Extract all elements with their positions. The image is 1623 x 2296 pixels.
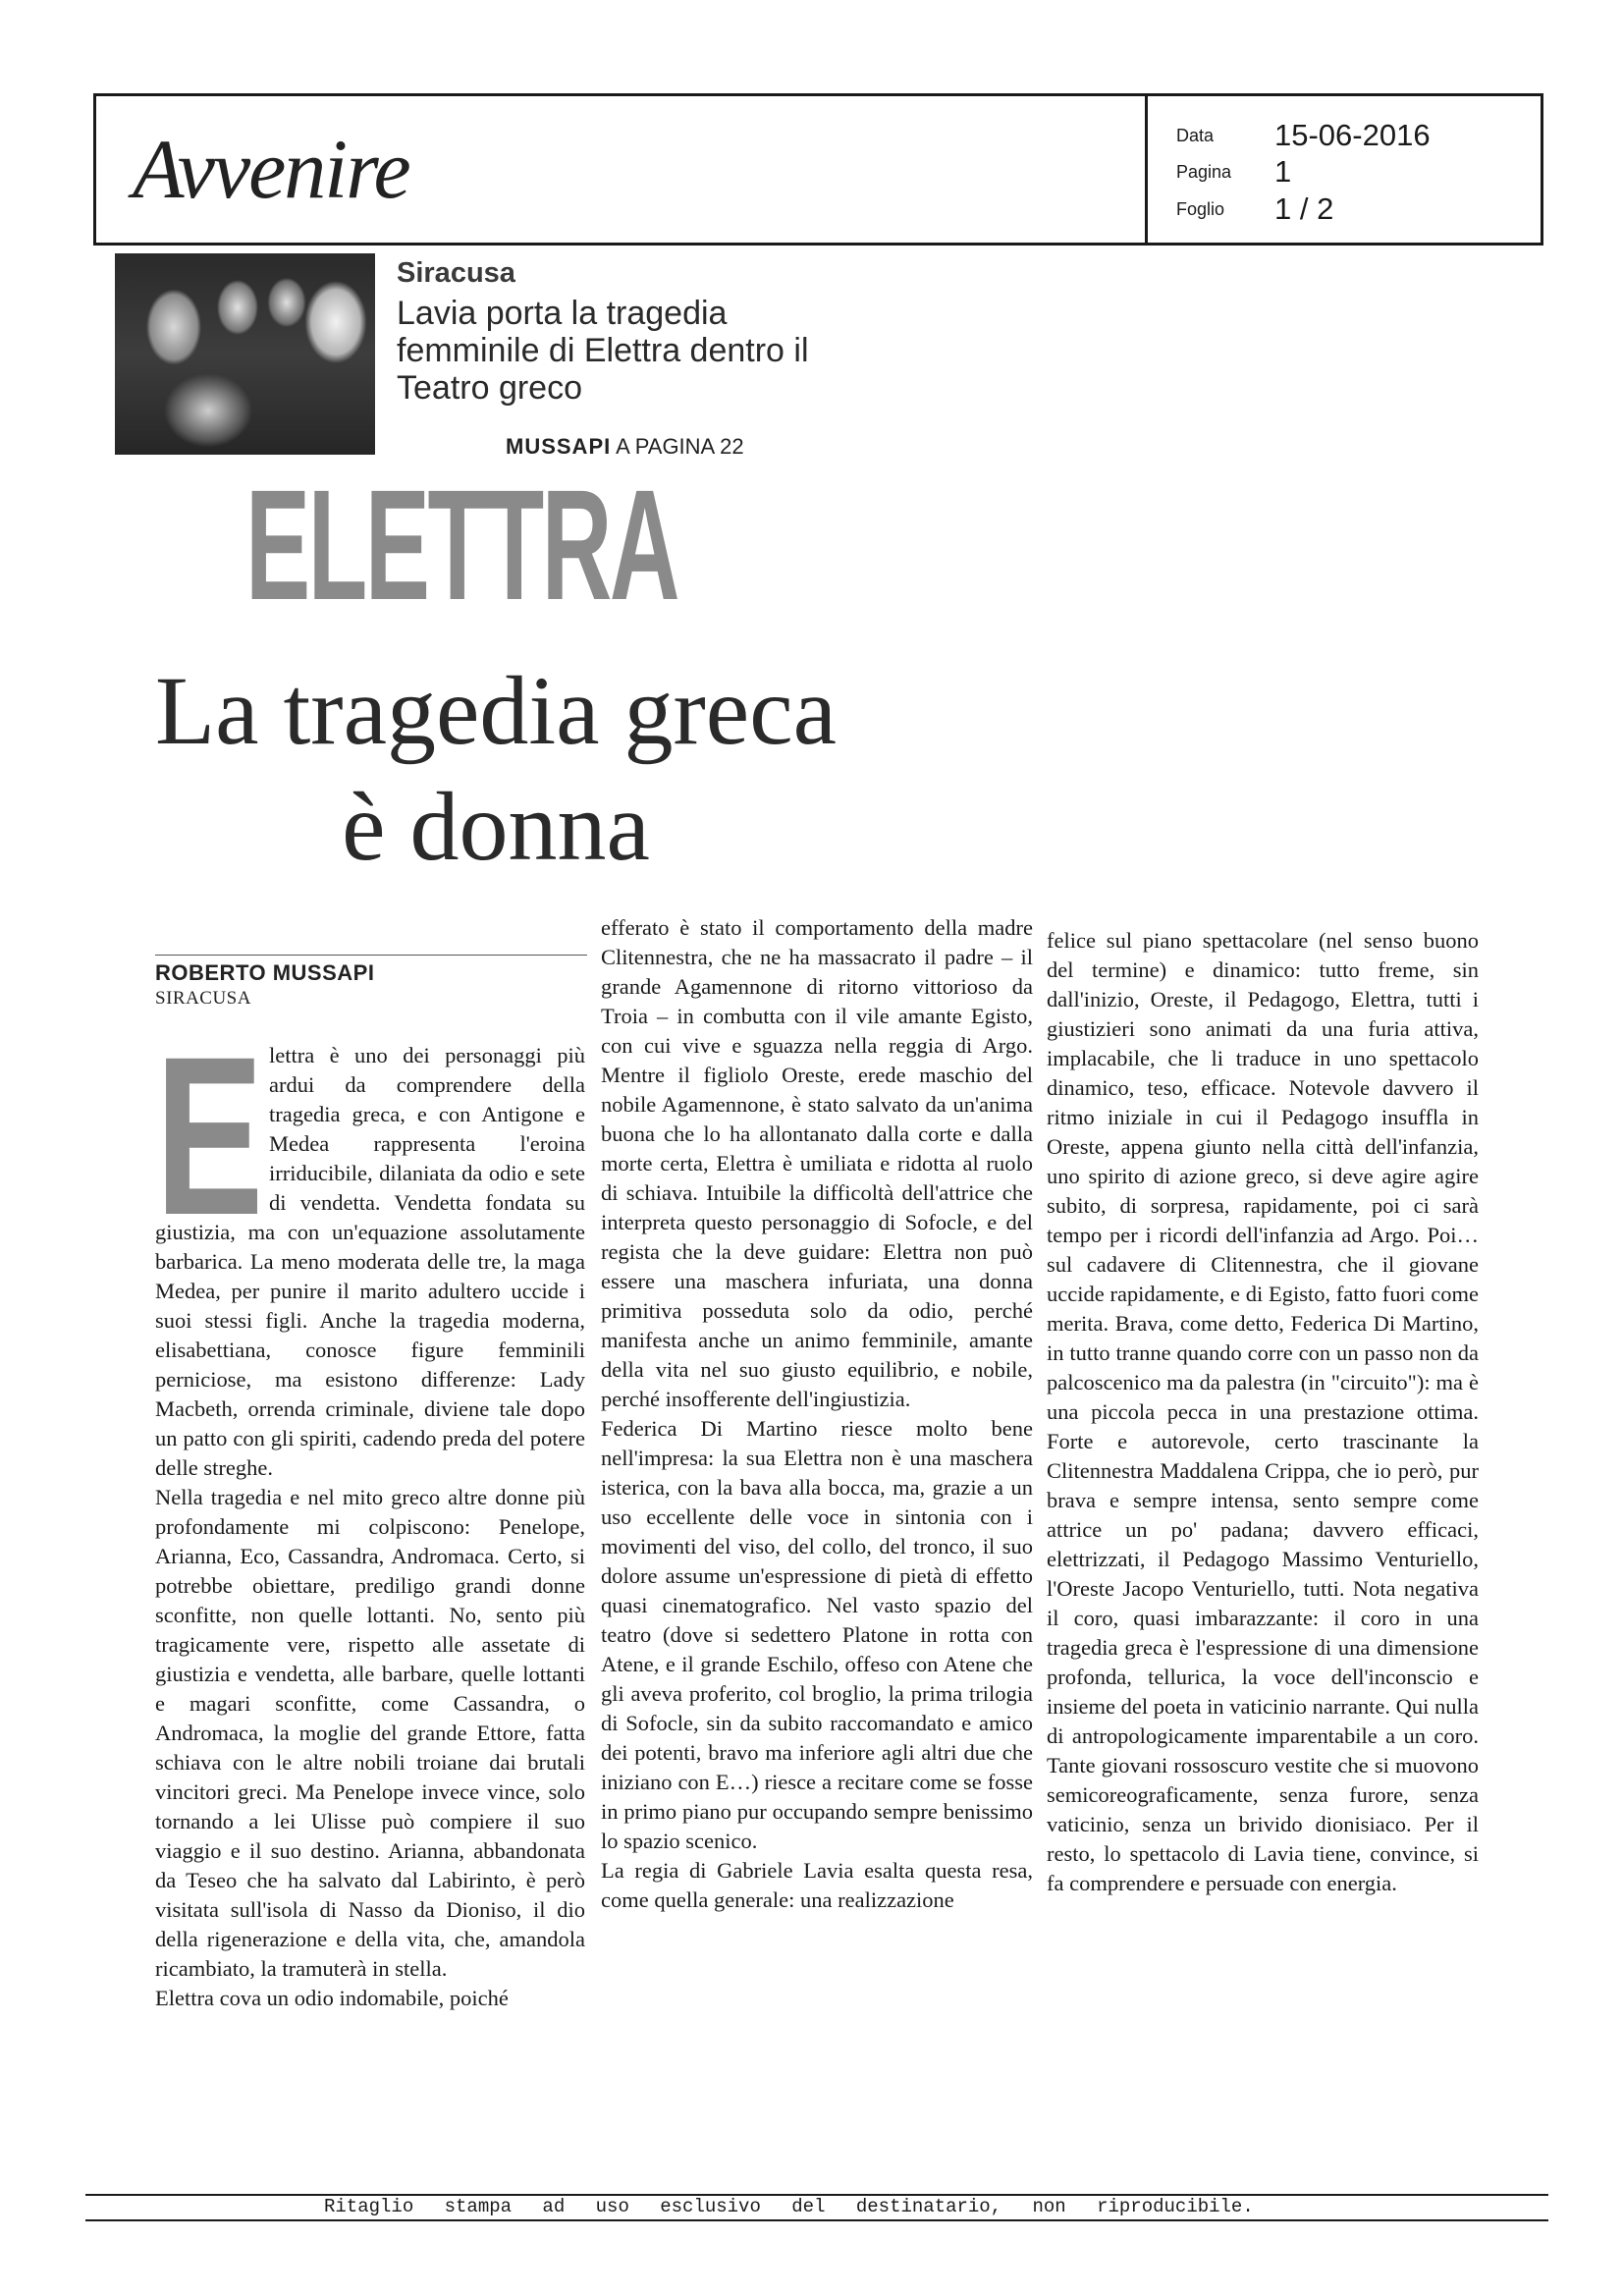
foglio-value: 1 / 2 [1274,191,1334,226]
theatre-photo [115,253,375,455]
column-3-paragraph-1: felice sul piano spettacolare (nel senso buono del termine) e dinamico: tutto freme, sin dall'inizio, Oreste, il Pedagogo, Elettra, tutti i giustizieri sono animati da una furia attiva, implacabile, che li traduce in uno spettacolo dinamico, teso, efficace. Notevole davvero il ritmo iniziale in cui il Pedagogo insuffla in Oreste, appena giunto nella città dell'infanzia, uno spirito di azione greco, si deve agire agire subito, di sorpresa, rapidamente, poi ci sarà tempo per i ricordi dell'infanzia ad Argo. Poi… sul cadavere di Clitennestra, che il giovane uccide rapidamente, e di Egisto, fatto fuori come merita. Brava, come detto, Federica Di Martino, in tutto tranne quando corre con un passo non da palcoscenico ma da palestra (in "circuito"): ma è una piccola pecca in una prestazione ottima. Forte e autorevole, certo trascinante la Clitennestra Maddalena Crippa, che io però, pur brava e sempre intensa, sento sempre come attrice un po' padana; davvero efficaci, elettrizzati, il Pedagogo Massimo Venturiello, l'Oreste Jacopo Venturiello, tutti. Nota negativa il coro, quasi imbarazzante: il coro in una tragedia greca è l'espressione di una dimensione profonda, tellurica, la voce dell'inconscio e insieme del poeta in vaticinio narrante. Qui nulla di antropologicamente imparentabile a un coro. Tante giovani rossoscuro vestite che si muovono semicoreograficamente, senza furore, senza vaticinio, senza un brivido dionisiaco. Per il resto, lo spettacolo di Lavia tiene, convince, si fa comprendere e persuade con energia. [1047,928,1479,1895]
headline-line-2: è donna [342,772,650,881]
newspaper-logo: Avvenire [133,122,409,216]
foglio-label: Foglio [1176,199,1225,219]
headline [123,653,869,885]
teaser-ref-page: A PAGINA 22 [616,434,744,459]
column-1-paragraph-3: Elettra cova un odio indomabile, poiché [155,1986,509,2010]
byline-dateline: SIRACUSA [155,988,251,1009]
teaser-ref-author: MUSSAPI [506,434,612,459]
pagina-value: 1 [1274,154,1292,189]
masthead-divider [1145,93,1148,246]
teaser-kicker: Siracusa [397,257,515,289]
footer-rule-bottom [85,2219,1548,2221]
column-1-paragraph-2: Nella tragedia e nel mito greco altre donne più profondamente mi colpiscono: Penelope, Arianna, Eco, Cassandra, Andromaca. Certo, si potrebbe obiettare, prediligo grandi donne sconfitte, non quelle lottanti. No, sento più tragicamente vere, rispetto alle assetate di giustizia e vendetta, alle barbare, quelle lottanti e magari sconfitte, come Cassandra, o Andromaca, la moglie del grande Ettore, fatta schiava con le altre nobili troiane dai brutali vincitori greci. Ma Penelope invece vince, solo tornando a lei Ulisse può compiere il suo viaggio e il suo destino. Arianna, abbandonata da Teseo che ha salvato dal Labirinto, è però visitata sull'isola di Nasso da Dioniso, il dio della rigenerazione e della vita, che, amandola ricambiato, la tramuterà in stella. [155,1485,585,1981]
article-column-3 [1047,926,1479,1898]
drop-cap-spacer [155,1041,269,1210]
column-1-paragraph-1: lettra è uno dei personaggi più ardui da comprendere della tragedia greca, e con Antigone e Medea rappresenta l'eroina irriducibile, dilaniata da odio e sete di vendetta. Vendetta fondata su giustizia, ma con un'equazione assolutamente barbarica. La meno moderata delle tre, la maga Medea, per punire il marito adultero uccide i suoi stessi figli. Anche la tragedia moderna, elisabettiana, conosce figure femminili perniciose, ma esistono differenze: Lady Macbeth, orrenda criminale, diviene tale dopo un patto con gli spiriti, cadendo preda del potere delle streghe. [155,1043,585,1480]
byline-author: ROBERTO MUSSAPI [155,960,375,985]
pagina-label: Pagina [1176,162,1232,182]
byline-rule [155,955,587,956]
footer-notice: Ritaglio stampa ad uso esclusivo del destinatario, non riproducibile. [324,2196,1254,2217]
headline-line-1: La tragedia greca [155,656,837,765]
headline-kicker: ELETTRA [245,457,678,632]
drop-cap: E [155,1010,264,1262]
column-2-paragraph-2: Federica Di Martino riesce molto bene nell'impresa: la sua Elettra non è una maschera isterica, con la bava alla bocca, ma, grazie a un uso eccellente delle voce in sintonia con i movimenti del viso, del collo, del tronco, il suo dolore assume un'espressione di pietà di effetto quasi cinematografico. Nel vasto spazio del teatro (dove si sedettero Platone in rotta con Atene, e il grande Eschilo, offeso con Atene che gli aveva proferito, col broglio, la prima trilogia di Sofocle, sin da subito raccomandato e amico dei potenti, bravo ma inferiore agli altri due che iniziano con E…) riesce a recitare come se fosse in primo piano pur occupando sempre benissimo lo spazio scenico. [601,1416,1033,1853]
article-column-2 [601,913,1033,1915]
data-value: 15-06-2016 [1274,118,1431,152]
teaser-title: Lavia porta la tragedia femminile di Elettra dentro il Teatro greco [397,295,809,407]
article-column-1 [155,1010,585,2013]
column-2-paragraph-3: La regia di Gabriele Lavia esalta questa resa, come quella generale: una realizzazione [601,1858,1033,1912]
column-2-paragraph-1: efferato è stato il comportamento della madre Clitennestra, che ne ha massacrato il padre – il grande Agamennone di ritorno vittorioso da Troia – in combutta con il vile amante Egisto, con cui vive e sguazza nella reggia di Argo. Mentre il figliolo Oreste, erede maschio del nobile Agamennone, è stato salvato da un'anima buona che lo ha allontanato dalla corte e dalla morte certa, Elettra è umiliata e ridotta al ruolo di schiava. Intuibile la difficoltà dell'attrice che interpreta questo personaggio di Sofocle, e del regista che la deve guidare: Elettra non può essere una maschera infuriata, una donna primitiva posseduta solo da odio, perché manifesta anche un animo femminile, amante della vita nel suo giusto equilibrio, e nobile, perché insofferente dell'ingiustizia. [601,915,1033,1411]
data-label: Data [1176,126,1215,145]
